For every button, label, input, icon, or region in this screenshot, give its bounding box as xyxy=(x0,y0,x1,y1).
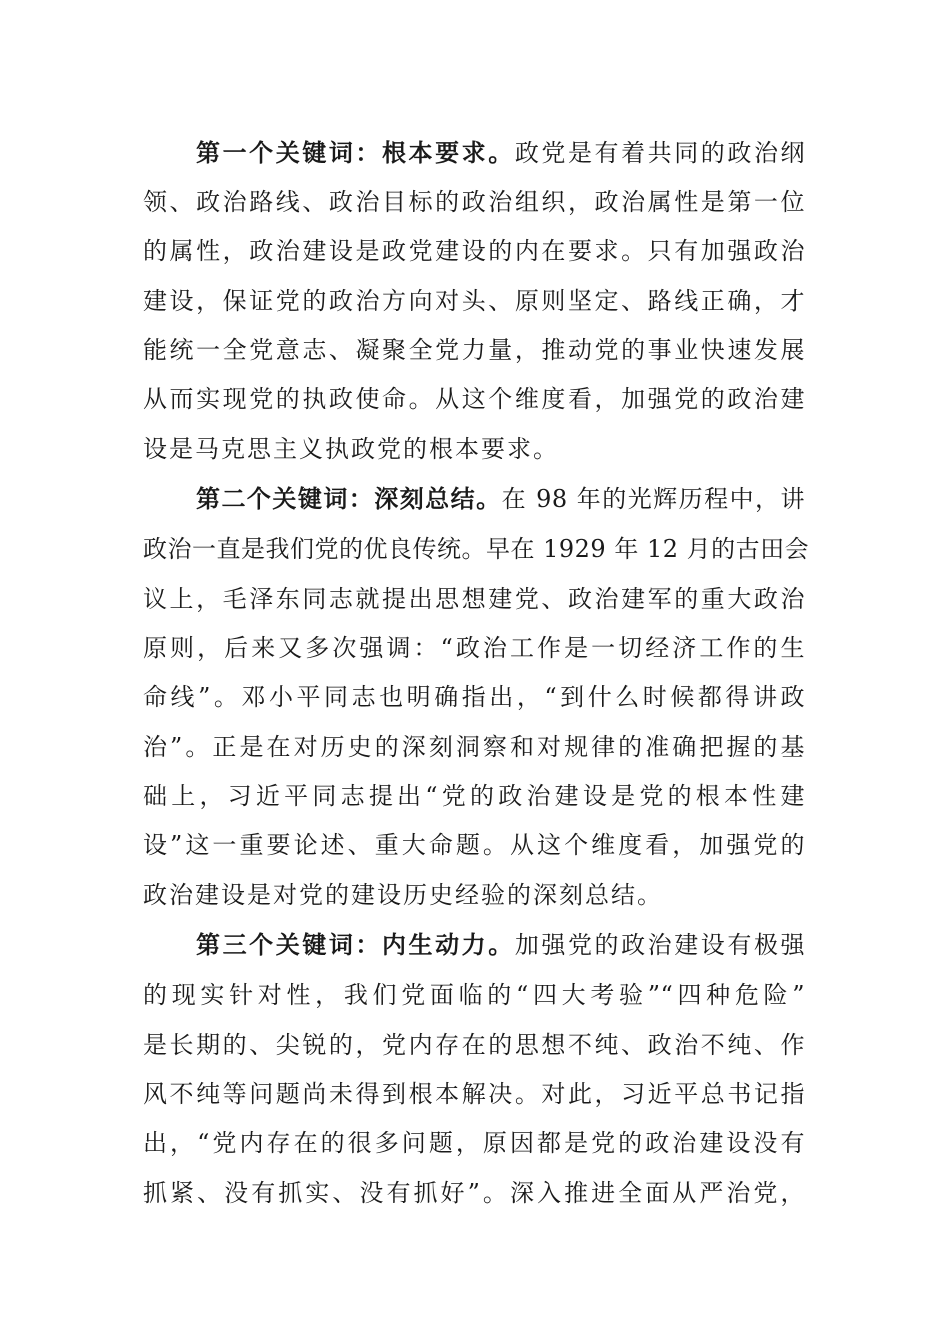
paragraph-2-line-2: 政治一直是我们党的优良传统。早在 1929 年 12 月的古田会 xyxy=(143,535,810,563)
paragraph-3-line-6: 抓紧、没有抓实、没有抓好”。深入推进全面从严治党， xyxy=(143,1179,805,1207)
paragraph-2-line-1 xyxy=(196,474,805,524)
paragraph-2-text: 在 98 年的光辉历程中，讲 xyxy=(501,485,806,513)
paragraph-3-text: 加强党的政治建设有极强 xyxy=(514,931,806,959)
paragraph-1-line-7: 设是马克思主义执政党的根本要求。 xyxy=(143,435,559,463)
paragraph-1-line-1 xyxy=(196,128,805,178)
paragraph-1-line-3: 的属性，政治建设是政党建设的内在要求。只有加强政治 xyxy=(143,237,805,265)
paragraph-1-keyword: 第一个关键词：根本要求。 xyxy=(196,139,515,167)
paragraph-1-text: 政党是有着共同的政治纲 xyxy=(514,139,806,167)
paragraph-1-line-6: 从而实现党的执政使命。从这个维度看，加强党的政治建 xyxy=(143,385,805,413)
paragraph-3-line-3: 是长期的、尖锐的，党内存在的思想不纯、政治不纯、作 xyxy=(143,1031,805,1059)
paragraph-2-keyword: 第二个关键词：深刻总结。 xyxy=(196,485,502,513)
paragraph-3-line-1 xyxy=(196,920,805,970)
paragraph-1-line-2: 领、政治路线、政治目标的政治组织，政治属性是第一位 xyxy=(143,188,805,216)
paragraph-3-line-2: 的现实针对性，我们党面临的“四大考验”“四种危险” xyxy=(143,981,805,1009)
paragraph-2-line-7: 础上，习近平同志提出“党的政治建设是党的根本性建 xyxy=(143,782,805,810)
paragraph-1-line-5: 能统一全党意志、凝聚全党力量，推动党的事业快速发展 xyxy=(143,336,805,364)
paragraph-1-line-4: 建设，保证党的政治方向对头、原则坚定、路线正确，才 xyxy=(143,287,805,315)
paragraph-3-line-4: 风不纯等问题尚未得到根本解决。对此，习近平总书记指 xyxy=(143,1080,805,1108)
paragraph-2-line-3: 议上，毛泽东同志就提出思想建党、政治建军的重大政治 xyxy=(143,585,805,613)
paragraph-2-line-6: 治”。正是在对历史的深刻洞察和对规律的准确把握的基 xyxy=(143,733,805,761)
paragraph-3-keyword: 第三个关键词：内生动力。 xyxy=(196,931,515,959)
paragraph-2-line-4: 原则，后来又多次强调：“政治工作是一切经济工作的生 xyxy=(143,634,805,662)
paragraph-2-line-8: 设”这一重要论述、重大命题。从这个维度看，加强党的 xyxy=(143,831,805,859)
paragraph-2-line-9: 政治建设是对党的建设历史经验的深刻总结。 xyxy=(143,881,663,909)
paragraph-3-line-5: 出，“党内存在的很多问题，原因都是党的政治建设没有 xyxy=(143,1129,805,1157)
paragraph-2-line-5: 命线”。邓小平同志也明确指出，“到什么时候都得讲政 xyxy=(143,683,805,711)
